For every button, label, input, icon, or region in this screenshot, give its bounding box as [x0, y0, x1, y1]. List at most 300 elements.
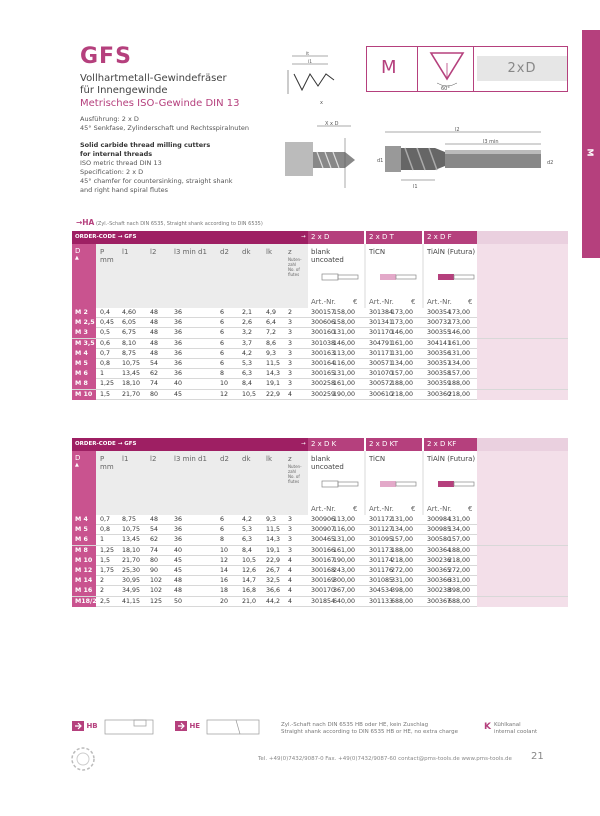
- angle-label: 60°: [441, 86, 450, 91]
- table-cell: 41,15: [122, 597, 141, 605]
- table-cell: 300907: [311, 526, 336, 534]
- tool-icon-blank: [320, 270, 360, 284]
- thread-size-cell: M18/20: [72, 597, 96, 607]
- table-cell: 3: [288, 319, 293, 327]
- table-cell: 36: [174, 309, 183, 316]
- table-cell: 218,00: [391, 390, 414, 398]
- section-tab: M: [582, 30, 600, 258]
- label-l1-bottom: l1: [413, 184, 418, 190]
- table-cell: 188,00: [391, 380, 414, 388]
- table-cell: 25,30: [122, 566, 141, 574]
- table-cell: 300355: [427, 329, 452, 337]
- table-cell: 0,8: [100, 526, 111, 534]
- table-cell: 157,00: [391, 536, 414, 544]
- table-cell: 0,8: [100, 359, 111, 367]
- hb-label: HB: [72, 721, 98, 731]
- table-cell: 131,00: [333, 536, 356, 544]
- table-cell: 21,70: [122, 556, 141, 564]
- spec-label: 2xD: [477, 56, 567, 81]
- table-cell: 331,00: [448, 577, 471, 585]
- table-cell: 146,00: [333, 339, 356, 347]
- table-row: [72, 349, 568, 359]
- table-cell: 4,60: [122, 309, 137, 316]
- table-cell: 113,00: [333, 349, 356, 357]
- table-cell: 62: [150, 536, 159, 544]
- table-cell: 10: [220, 546, 229, 554]
- table-cell: 146,00: [448, 329, 471, 337]
- table-row: [72, 359, 568, 369]
- table-cell: 300359: [427, 380, 452, 388]
- table-row: [72, 515, 568, 525]
- table-cell: 45: [174, 556, 183, 564]
- table-cell: 300354: [427, 309, 452, 316]
- table-cell: 158,00: [333, 319, 356, 327]
- table-cell: 300164: [311, 359, 336, 367]
- table-cell: 134,00: [448, 526, 471, 534]
- table-cell: 3,2: [242, 329, 253, 337]
- table-cell: 36: [174, 349, 183, 357]
- table-cell: 188,00: [448, 546, 471, 554]
- table-cell: 22,9: [266, 390, 281, 398]
- table-cell: 301172: [369, 516, 394, 523]
- table-cell: 300367: [427, 597, 452, 605]
- group-2xdf: 2 x D F: [424, 231, 477, 244]
- table-cell: 6: [220, 309, 225, 316]
- shank-note: Zyl.-Schaft nach DIN 6535 HB oder HE, kein Zuschlag Straight shank according to DIN 6535 HB or HE, no extra charge: [281, 722, 458, 735]
- table-cell: 6,4: [266, 319, 277, 327]
- table-row: [72, 339, 568, 349]
- label-xd: X x D: [325, 121, 339, 127]
- table-cell: 161,00: [391, 339, 414, 347]
- table-cell: 19,1: [266, 380, 281, 388]
- table-cell: 20: [220, 597, 229, 605]
- table-cell: 54: [150, 526, 159, 534]
- table-cell: 6: [220, 526, 225, 534]
- desc-en-6: and right hand spiral flutes: [80, 186, 169, 194]
- table-2xdk: [72, 438, 568, 607]
- table-cell: 301170: [369, 329, 394, 337]
- thread-profile-drawing: [280, 50, 350, 106]
- table-cell: 131,00: [448, 349, 471, 357]
- material-box: [366, 46, 568, 92]
- table-cell: 218,00: [391, 556, 414, 564]
- table-cell: 157,00: [448, 536, 471, 544]
- table-cell: 34,95: [122, 587, 141, 595]
- table-cell: 12: [220, 390, 229, 398]
- table-cell: 300358: [427, 370, 452, 378]
- table-cell: 300356: [427, 349, 452, 357]
- table-cell: 3: [288, 546, 293, 554]
- table-cell: 640,00: [333, 597, 356, 605]
- table-cell: 4: [288, 577, 293, 585]
- table-cell: 300606: [311, 319, 336, 327]
- table-cell: 173,00: [448, 319, 471, 327]
- table-cell: 300169: [311, 577, 336, 585]
- table-row: [72, 308, 568, 318]
- thread-size-cell: M 10: [72, 390, 96, 400]
- group-2xd: 2 x D: [308, 231, 364, 244]
- label-l3: l3 min: [483, 139, 499, 145]
- table-cell: 0,4: [100, 309, 111, 316]
- table-row: [72, 328, 568, 338]
- logo-icon: [70, 746, 96, 772]
- table-cell: 12: [220, 556, 229, 564]
- title-de-3: Metrisches ISO-Gewinde DIN 13: [80, 98, 240, 109]
- table-cell: 398,00: [391, 587, 414, 595]
- table-cell: 300163: [311, 349, 336, 357]
- table-cell: 32,5: [266, 577, 281, 585]
- table-cell: 3: [288, 329, 293, 337]
- table-cell: 300238: [427, 587, 452, 595]
- tool-icon-blank-k: [320, 477, 360, 491]
- table-cell: 301171: [369, 349, 394, 357]
- thread-size-cell: M 2,5: [72, 318, 96, 328]
- table-cell: 36: [174, 536, 183, 544]
- table-cell: 6,05: [122, 319, 137, 327]
- table-cell: 243,00: [333, 566, 356, 574]
- table-cell: 36: [174, 329, 183, 337]
- table-row: [72, 535, 568, 545]
- thread-size-cell: M 4: [72, 515, 96, 525]
- tool-icon-ticn: [378, 270, 418, 284]
- table-cell: 2: [100, 587, 105, 595]
- thread-size-cell: M 5: [72, 359, 96, 369]
- table-cell: 9,3: [266, 349, 277, 357]
- table-cell: 301854: [311, 597, 336, 605]
- table-cell: 5,3: [242, 359, 253, 367]
- table-cell: 301173: [369, 546, 394, 554]
- table-cell: 30,95: [122, 577, 141, 585]
- table-cell: 301085: [369, 577, 394, 585]
- ha-note: →HA (Zyl.-Schaft nach DIN 6535, Straight shank according to DIN 6535): [76, 218, 263, 227]
- tool-drawing: [285, 118, 569, 196]
- table-cell: 11,5: [266, 526, 281, 534]
- table-cell: 300365: [427, 566, 452, 574]
- thread-size-cell: M 8: [72, 379, 96, 389]
- he-label: HE: [175, 721, 200, 731]
- table-row: [72, 566, 568, 576]
- table-cell: 1,25: [100, 546, 115, 554]
- table-cell: 161,00: [333, 546, 356, 554]
- table-cell: 3: [288, 380, 293, 388]
- table-cell: 4: [288, 390, 293, 398]
- table-cell: 1,5: [100, 390, 111, 398]
- table-cell: 36,6: [266, 587, 281, 595]
- table-cell: 8: [220, 536, 225, 544]
- label-l2: l2: [455, 127, 460, 133]
- desc-de-2: 45° Senkfase, Zylinderschaft und Rechtsspiralnuten: [80, 124, 250, 132]
- table-cell: 131,00: [333, 370, 356, 378]
- table-cell: 6: [220, 349, 225, 357]
- table-cell: 173,00: [391, 319, 414, 327]
- desc-en-1: Solid carbide thread milling cutters: [80, 141, 211, 149]
- table-cell: 300610: [369, 390, 394, 398]
- table-cell: 36: [174, 339, 183, 347]
- table-cell: 0,5: [100, 329, 111, 337]
- table-cell: 300160: [311, 329, 336, 337]
- table-cell: 218,00: [448, 390, 471, 398]
- table-cell: 134,00: [448, 359, 471, 367]
- table-cell: 54: [150, 359, 159, 367]
- table-cell: 6,3: [242, 536, 253, 544]
- table-cell: 131,00: [448, 516, 471, 523]
- table-cell: 3: [288, 349, 293, 357]
- table-cell: 21,70: [122, 390, 141, 398]
- table-cell: 0,6: [100, 339, 111, 347]
- table-cell: 18,10: [122, 546, 141, 554]
- table-cell: 102: [150, 577, 163, 585]
- table-cell: 48: [150, 319, 159, 327]
- table-cell: 40: [174, 380, 183, 388]
- table-cell: 157,00: [448, 370, 471, 378]
- group-2xdt: 2 x D T: [366, 231, 422, 244]
- table-cell: 2,5: [100, 597, 111, 605]
- label-l1: l1: [308, 60, 313, 65]
- table-cell: 13,45: [122, 370, 141, 378]
- table-cell: 48: [174, 587, 183, 595]
- group-2xdkf: 2 x D KF: [424, 438, 477, 451]
- table-cell: 16: [220, 577, 229, 585]
- table-cell: 300580: [427, 536, 452, 544]
- table-cell: 300732: [427, 319, 452, 327]
- title-de-2: für Innengewinde: [80, 85, 168, 96]
- table-cell: 48: [150, 339, 159, 347]
- label-d1: d1: [377, 158, 384, 164]
- table-cell: 14: [220, 566, 229, 574]
- table-cell: 11,5: [266, 359, 281, 367]
- hb-shank-icon: [104, 719, 154, 735]
- table-cell: 190,00: [333, 556, 356, 564]
- table-row: [72, 597, 568, 607]
- table-cell: 8: [220, 370, 225, 378]
- table-cell: 367,00: [333, 587, 356, 595]
- table-cell: 1,5: [100, 556, 111, 564]
- desc-en-3: ISO metric thread DIN 13: [80, 159, 162, 167]
- table-cell: 146,00: [391, 329, 414, 337]
- table-cell: 45: [174, 566, 183, 574]
- table-cell: 0,7: [100, 516, 111, 523]
- table-2xd: [72, 231, 568, 400]
- table-cell: 301038: [311, 339, 336, 347]
- table-cell: 300,00: [333, 577, 356, 585]
- table-cell: 301070: [369, 370, 394, 378]
- table-cell: 3: [288, 526, 293, 534]
- table-cell: 48: [150, 516, 159, 523]
- table-cell: 14,3: [266, 370, 281, 378]
- table-row: [72, 318, 568, 328]
- table-cell: 8,4: [242, 380, 253, 388]
- thread-angle-icon: [425, 49, 469, 91]
- material-letter: M: [381, 57, 397, 78]
- table-cell: 161,00: [333, 380, 356, 388]
- table-cell: 688,00: [448, 597, 471, 605]
- table-cell: 21,0: [242, 597, 257, 605]
- table-cell: 157,00: [391, 370, 414, 378]
- table-cell: 4,2: [242, 516, 253, 523]
- table-cell: 188,00: [448, 380, 471, 388]
- table-cell: 4: [288, 597, 293, 605]
- table-cell: 300985: [427, 526, 452, 534]
- table-cell: 134,00: [391, 526, 414, 534]
- table-cell: 10,5: [242, 556, 257, 564]
- table-cell: 1,25: [100, 380, 115, 388]
- table-cell: 272,00: [448, 566, 471, 574]
- table-cell: 331,00: [391, 577, 414, 585]
- table-cell: 80: [150, 556, 159, 564]
- table-cell: 4: [288, 587, 293, 595]
- table-cell: 36: [174, 319, 183, 327]
- tool-icon-tialn-k: [436, 477, 476, 491]
- table-cell: 6: [220, 359, 225, 367]
- desc-en-5: 45° chamfer for countersinking, straight shank: [80, 177, 233, 185]
- group-2xdkt: 2 x D KT: [366, 438, 422, 451]
- table-header-bar-k: ORDER-CODE → GFS → 2 x D K 2 x D KT 2 x D KF: [72, 438, 568, 451]
- table-cell: 80: [150, 390, 159, 398]
- table-cell: 161,00: [448, 339, 471, 347]
- table-cell: 48: [150, 329, 159, 337]
- table-cell: 3: [288, 339, 293, 347]
- table-cell: 7,2: [266, 329, 277, 337]
- thread-size-cell: M 6: [72, 535, 96, 545]
- title-de-1: Vollhartmetall-Gewindefräser: [80, 73, 227, 84]
- contact-line: Tel. +49(0)7432/9087-0 Fax. +49(0)7432/9087-60 contact@pms-tools.de www.pms-tools.de: [258, 756, 512, 762]
- table-cell: 116,00: [333, 526, 356, 534]
- table-cell: 190,00: [333, 390, 356, 398]
- table-cell: 48: [150, 309, 159, 316]
- label-d2: d2: [547, 160, 554, 166]
- page-number: 21: [531, 751, 544, 762]
- table-cell: 300906: [311, 516, 336, 523]
- table-cell: 62: [150, 370, 159, 378]
- table-cell: 102: [150, 587, 163, 595]
- table-cell: 48: [150, 349, 159, 357]
- table-cell: 688,00: [391, 597, 414, 605]
- table-cell: 8,75: [122, 349, 137, 357]
- thread-size-cell: M 16: [72, 586, 96, 596]
- table-cell: 36: [174, 526, 183, 534]
- table-cell: 0,7: [100, 349, 111, 357]
- table-cell: 2: [288, 309, 293, 316]
- table-row: [72, 556, 568, 566]
- thread-size-cell: M 6: [72, 369, 96, 379]
- table-cell: 131,00: [333, 329, 356, 337]
- table-cell: 36: [174, 359, 183, 367]
- column-headers: D ▲ P mm l1 l2 l3 min d1 d2 dk lk z Nuten- zahl No. of flutes blank uncoated TiCN TiAlN (Futura) Art.-Nr. € Art.-Nr. € Art.-Nr. €: [72, 244, 568, 308]
- table-cell: 6: [220, 516, 225, 523]
- tool-icon-ticn-k: [378, 477, 418, 491]
- table-cell: 2: [100, 577, 105, 585]
- table-cell: 134,00: [391, 359, 414, 367]
- desc-en-4: Specification: 2 x D: [80, 168, 144, 176]
- table-cell: 300259: [311, 390, 336, 398]
- table-cell: 0,45: [100, 319, 115, 327]
- label-lt: lt: [306, 52, 310, 57]
- table-cell: 5,3: [242, 526, 253, 534]
- table-cell: 304534: [369, 587, 394, 595]
- table-cell: 36: [174, 516, 183, 523]
- table-cell: 173,00: [448, 309, 471, 316]
- table-cell: 173,00: [391, 309, 414, 316]
- table-cell: 300465: [311, 536, 336, 544]
- table-cell: 300357: [427, 359, 452, 367]
- table-cell: 50: [174, 597, 183, 605]
- thread-size-cell: M 14: [72, 576, 96, 586]
- table-cell: 6: [220, 319, 225, 327]
- table-cell: 9,3: [266, 516, 277, 523]
- table-cell: 19,1: [266, 546, 281, 554]
- table-row: [72, 379, 568, 389]
- table-cell: 300167: [311, 556, 336, 564]
- table-row: [72, 369, 568, 379]
- thread-size-cell: M 2: [72, 308, 96, 318]
- table-header-bar: [72, 231, 568, 244]
- table-cell: 301133: [369, 597, 394, 605]
- table-cell: 116,00: [333, 359, 356, 367]
- table-cell: 301176: [369, 566, 394, 574]
- table-cell: 300360: [427, 390, 452, 398]
- column-headers-k: D ▲ P mm l1 l2 l3 min d1 d2 dk lk z Nuten- zahl No. of flutes blank uncoated TiCN TiAlN (Futura) Art.-Nr. € Art.-Nr. € Art.-Nr. €: [72, 451, 568, 515]
- table-cell: 8,75: [122, 516, 137, 523]
- table-cell: 300166: [311, 546, 336, 554]
- table-cell: 8,6: [266, 339, 277, 347]
- table-cell: 90: [150, 566, 159, 574]
- table-cell: 8,4: [242, 546, 253, 554]
- table-cell: 300984: [427, 516, 452, 523]
- table-cell: 4,2: [242, 349, 253, 357]
- table-cell: 301095: [369, 536, 394, 544]
- thread-size-cell: M 12: [72, 566, 96, 576]
- label-x: x: [320, 100, 323, 106]
- table-cell: 3: [288, 370, 293, 378]
- table-row: [72, 525, 568, 535]
- thread-size-cell: M 8: [72, 546, 96, 556]
- table-cell: 16,8: [242, 587, 257, 595]
- table-cell: 74: [150, 380, 159, 388]
- table-cell: 188,00: [391, 546, 414, 554]
- table-cell: 301174: [369, 556, 394, 564]
- tool-icon-tialn: [436, 270, 476, 284]
- table-cell: 158,00: [333, 309, 356, 316]
- order-code-label: ORDER-CODE → GFS: [75, 234, 137, 240]
- thread-size-cell: M 5: [72, 525, 96, 535]
- table-cell: 44,2: [266, 597, 281, 605]
- table-cell: 10,5: [242, 390, 257, 398]
- table-cell: 14,3: [266, 536, 281, 544]
- table-cell: 113,00: [333, 516, 356, 523]
- table-cell: 300571: [369, 359, 394, 367]
- table-cell: 10: [220, 380, 229, 388]
- table-cell: 304791: [369, 339, 394, 347]
- table-cell: 300364: [427, 546, 452, 554]
- thread-size-cell: M 3,5: [72, 339, 96, 349]
- table-cell: 10,75: [122, 526, 141, 534]
- arrow-icon: →: [301, 234, 306, 240]
- table-cell: 398,00: [448, 587, 471, 595]
- coolant-note: K Kühlkanal internal coolant: [484, 722, 538, 735]
- table-cell: 125: [150, 597, 163, 605]
- table-cell: 300366: [427, 577, 452, 585]
- table-cell: 3: [288, 359, 293, 367]
- table-cell: 2,1: [242, 309, 253, 316]
- table-cell: 300572: [369, 380, 394, 388]
- table-cell: 218,00: [448, 556, 471, 564]
- table-cell: 6: [220, 339, 225, 347]
- thread-size-cell: M 4: [72, 349, 96, 359]
- table-cell: 272,00: [391, 566, 414, 574]
- he-shank-icon: [206, 719, 260, 735]
- table-cell: 300157: [311, 309, 336, 316]
- table-cell: 300165: [311, 370, 336, 378]
